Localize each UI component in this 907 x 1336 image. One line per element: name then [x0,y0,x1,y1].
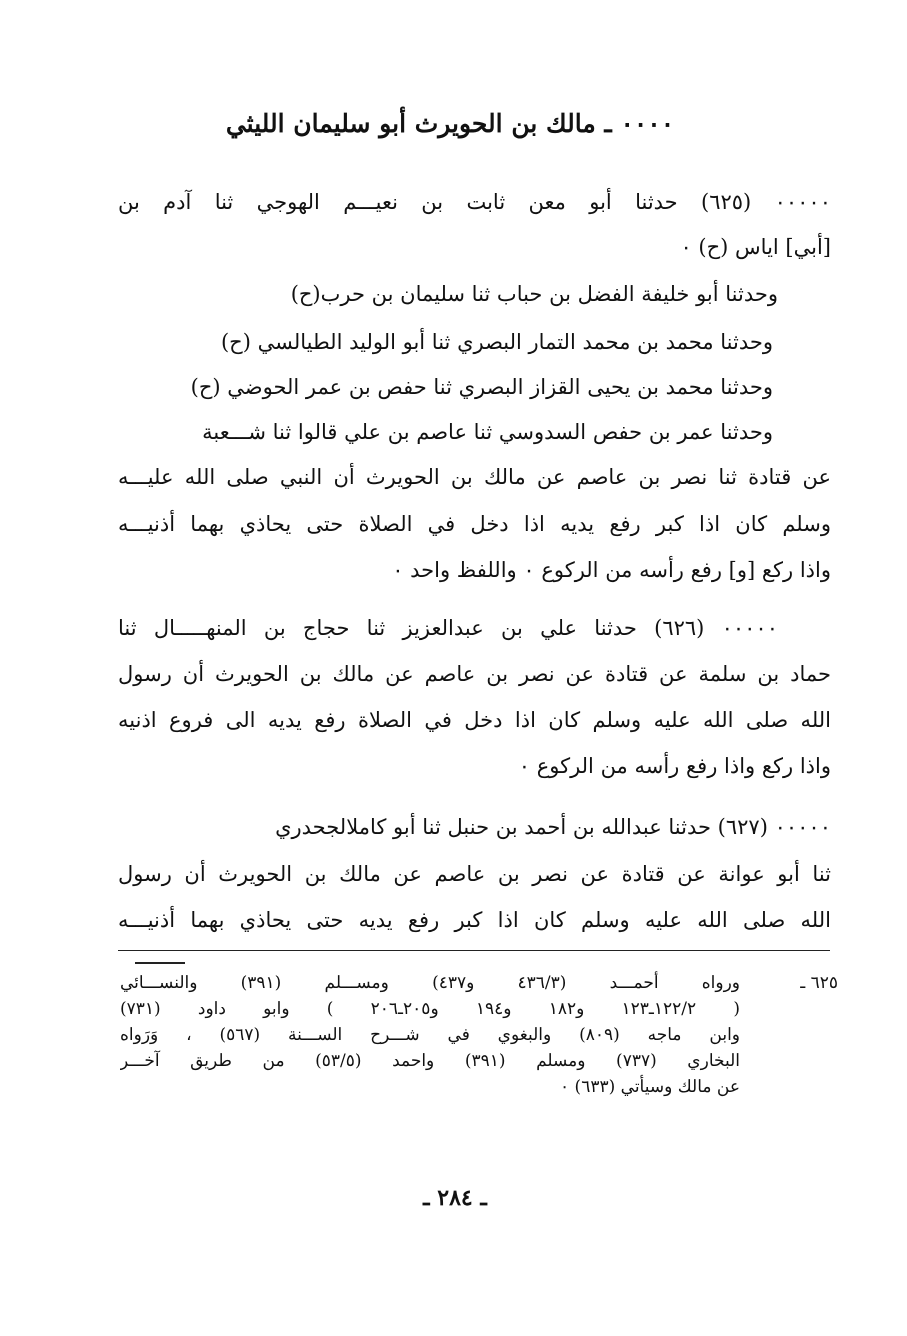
hadith-625-line-8: وسلم كان اذا كبر رفع يديه اذا دخل في الصلاة حتى يحاذي بهما أذنيـــه [118,512,831,536]
hadith-626-line-2: حماد بن سلمة عن قتادة عن نصر بن عاصم عن مالك بن الحويرث أن رسول [118,662,831,686]
hadith-626-line-4: واذا ركع واذا رفع رأسه من الركوع ٠ [518,754,831,778]
hadith-625-line-7: عن قتادة ثنا نصر بن عاصم عن مالك بن الحويرث أن النبي صلى الله عليـــه [118,465,831,489]
footnote-line-4: البخاري (٧٣٧) ومسلم (٣٩١) واحمد (٥٣/٥) من طريق آخـــر [120,1051,740,1071]
hadith-627-line-2: ثنا أبو عوانة عن قتادة عن نصر بن عاصم عن مالك بن الحويرث أن رسول [118,862,831,886]
hadith-627-line-1: ٠٠٠٠٠ (٦٢٧) حدثنا عبدالله بن أحمد بن حنبل ثنا أبو كاملالجحدري [275,815,831,839]
hadith-625-line-5: وحدثنا محمد بن يحيى القزاز البصري ثنا حفص بن عمر الحوضي (ح) [190,375,773,399]
footnote-line-1: ورواه أحمـــد (٤٣٦/٣ و٤٣٧) ومســـلم (٣٩١) والنســـائي [120,973,740,993]
hadith-626-line-1: ٠٠٠٠٠ (٦٢٦) حدثنا علي بن عبدالعزيز ثنا حجاج بن المنهـــــال ثنا [118,616,778,640]
hadith-626-line-3: الله صلى الله عليه وسلم كان اذا دخل في الصلاة رفع يديه الى فروع اذنيه [118,708,831,732]
hadith-625-line-3: وحدثنا أبو خليفة الفضل بن حباب ثنا سليمان بن حرب(ح) [290,282,778,306]
footnote-line-3: وابن ماجه (٨٠٩) والبغوي في شـــرح الســـنة (٥٦٧) ، وَرَواه [120,1025,740,1045]
chapter-heading: ٠٠٠٠ ـ مالك بن الحويرث أبو سليمان الليثي [225,109,675,138]
hadith-625-line-6: وحدثنا عمر بن حفص السدوسي ثنا عاصم بن علي قالوا ثنا شـــعبة [202,420,773,444]
hadith-625-line-1: ٠٠٠٠٠ (٦٢٥) حدثنا أبو معن ثابت بن نعيـــم الهوجي ثنا آدم بن [118,190,831,214]
footnote-line-5: عن مالك وسيأتي (٦٣٣) ٠ [560,1077,740,1097]
page-number: ـ ٢٨٤ ـ [423,1185,487,1211]
hadith-625-line-2: [أبي] اياس (ح) ٠ [680,235,831,259]
hadith-627-line-3: الله صلى الله عليه وسلم كان اذا كبر رفع يديه حتى يحاذي بهما أذنيـــه [118,908,831,932]
hadith-625-line-9: واذا ركع [و] رفع رأسه من الركوع ٠ واللفظ واحد ٠ [392,558,831,582]
footnote-separator [118,950,830,951]
hadith-625-line-4: وحدثنا محمد بن محمد التمار البصري ثنا أبو الوليد الطيالسي (ح) [220,330,773,354]
footnote-line-2: ( ١٢٢/٢ـ١٢٣ و١٨٢ و١٩٤ و٢٠٥ـ٢٠٦ ) وابو داود (٧٣١) [120,999,740,1019]
footnote-number: ٦٢٥ ـ [800,973,838,993]
footnote-short-rule [135,962,185,964]
